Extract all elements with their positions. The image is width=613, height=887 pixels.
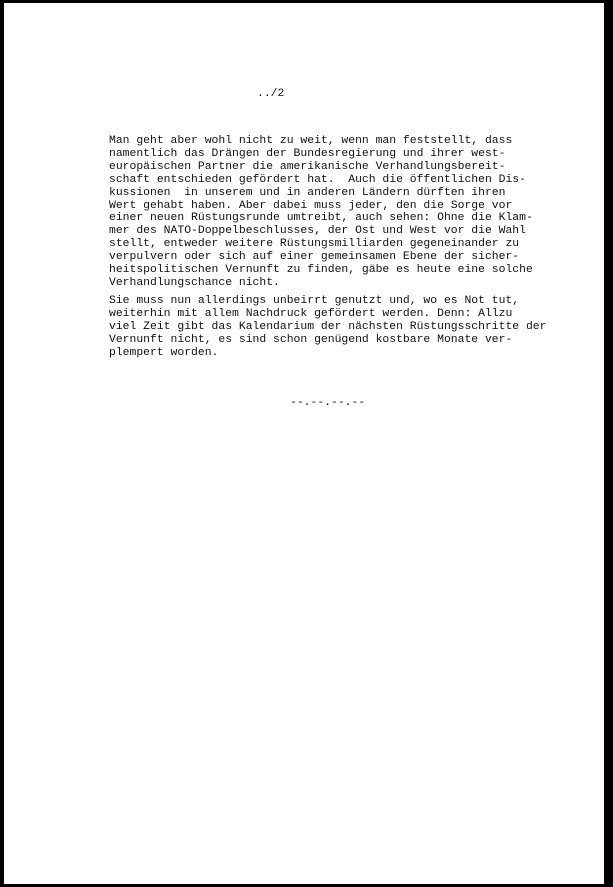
- closing-mark: --.--.--.--: [290, 397, 366, 409]
- document-page: [4, 3, 604, 884]
- text-line: Wert gehabt haben. Aber dabei muss jeder, den die Sorge vor: [109, 199, 513, 212]
- text-line: einer neuen Rüstungsrunde umtreibt, auch sehen: Ohne die Klam-: [109, 212, 533, 225]
- page-number: ../2: [257, 88, 285, 100]
- text-line: Sie muss nun allerdings unbeirrt genutzt und, wo es Not tut,: [109, 295, 520, 307]
- text-line: heitspolitischen Vernunft zu finden, gäbe es heute eine solche: [109, 264, 533, 277]
- text-line: schaft entschieden gefördert hat. Auch die öffentlichen Dis-: [109, 173, 526, 186]
- text-line: namentlich das Drängen der Bundesregierung und ihrer west-: [109, 147, 506, 160]
- text-line: europäischen Partner die amerikanische Verhandlungsbereit-: [109, 160, 506, 173]
- text-line: weiterhin mit allem Nachdruck gefördert werden. Denn: Allzu: [109, 307, 513, 320]
- scan-edge-right: [604, 0, 613, 887]
- text-line: viel Zeit gibt das Kalendarium der nächsten Rüstungsschritte der: [109, 320, 547, 333]
- text-line: Vernunft nicht, es sind schon genügend kostbare Monate ver-: [109, 333, 513, 346]
- paragraph-1: [109, 135, 579, 290]
- text-line: stellt, entweder weitere Rüstungsmilliarden gegeneinander zu: [109, 238, 520, 251]
- text-line: Verhandlungschance nicht.: [109, 276, 280, 289]
- text-line: verpulvern oder sich auf einer gemeinsamen Ebene der sicher-: [109, 251, 520, 264]
- text-line: kussionen in unserem und in anderen Ländern dürften ihren: [109, 186, 506, 199]
- text-line: mer des NATO-Doppelbeschlusses, der Ost und West vor die Wahl: [109, 225, 526, 238]
- text-line: Man geht aber wohl nicht zu weit, wenn man feststellt, dass: [109, 135, 513, 147]
- text-line: plempert worden.: [109, 346, 219, 359]
- paragraph-2: [109, 295, 579, 360]
